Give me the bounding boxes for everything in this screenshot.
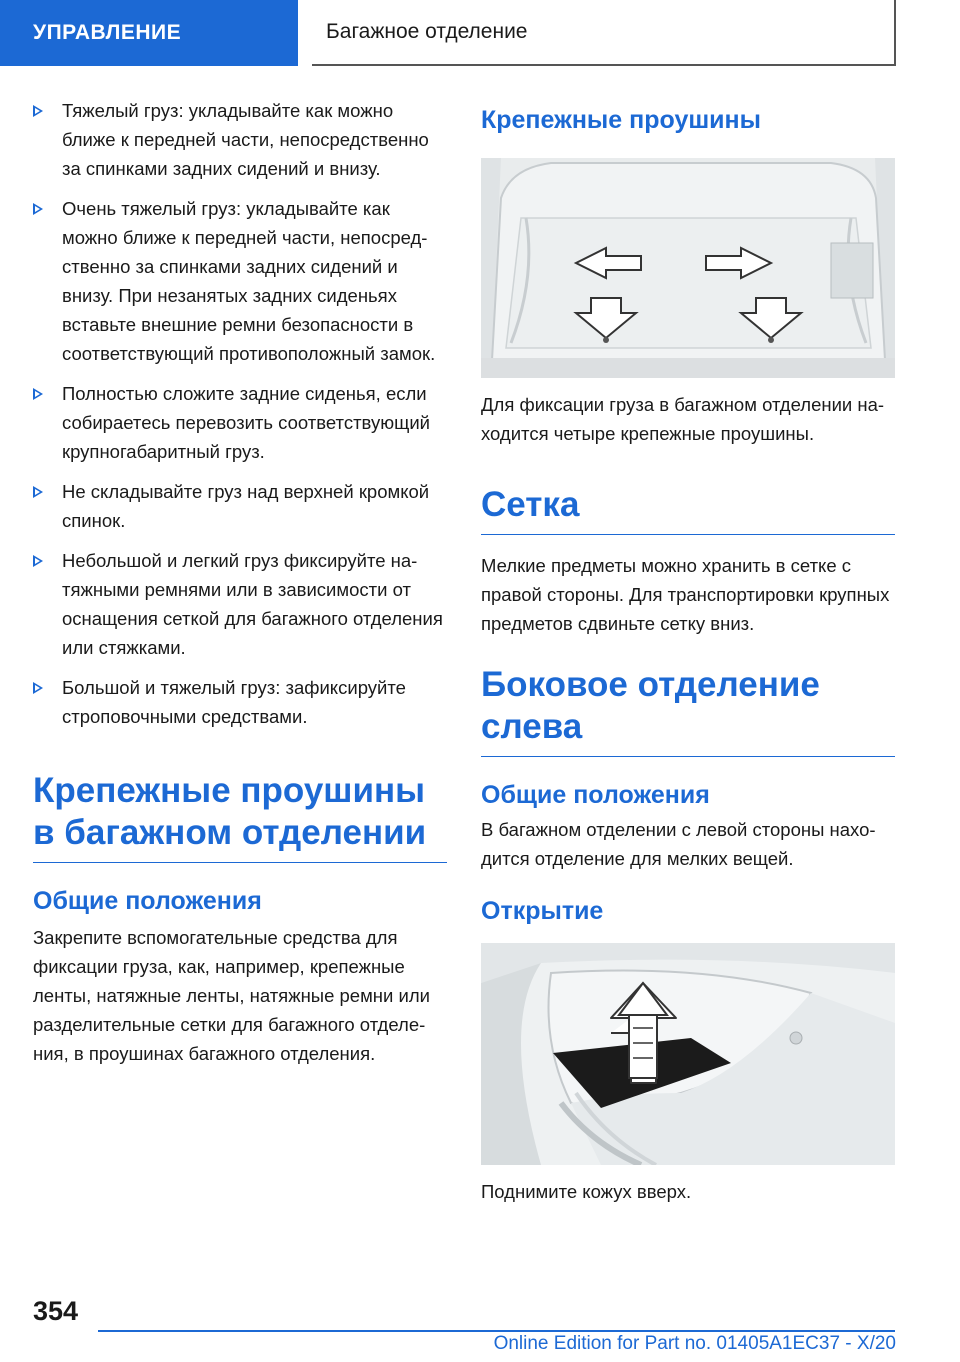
list-item: Очень тяжелый груз: укладывайте как можно ближе к передней части, непосредственно за спинками задних сидений и внизу. При незанятых задних сиденьях вставьте внешние ремни безопасности в соответствующий противоположный замок.: [33, 194, 447, 368]
subheading-general: Общие положения: [33, 887, 262, 915]
heading-tie-down-eyes: Крепежные проушины: [481, 106, 762, 134]
list-item: Большой и тяжелый груз: зафиксируйте строповочными средствами.: [33, 673, 447, 731]
list-item: Небольшой и легкий груз фиксируйте натяжными ремнями или в зависимости от оснащения сеткой для багажного отделения или стяжками.: [33, 546, 447, 662]
right-column: [481, 96, 895, 1206]
open-caption: Поднимите кожух вверх.: [481, 1181, 692, 1202]
section-heading-eyes-in-trunk: Крепежные проушины в багажном отделении: [33, 770, 447, 863]
footer-divider: [98, 1330, 895, 1332]
subheading-opening: Открытие: [481, 897, 604, 925]
left-column: [33, 96, 447, 1068]
compartment-cover-diagram: [481, 943, 895, 1165]
page-number: 354: [33, 1296, 79, 1326]
trunk-eyes-illustration: [481, 158, 895, 378]
general-paragraph: Закрепите вспомогательные средства для фиксации груза, как, например, крепежные ленты, натяжные ленты, натяжные ремни или разделительные сетки для багажного отделения, в проушинах багажного отделения.: [33, 927, 430, 1064]
footer-edition-text: Online Edition for Part no. 01405A1EC37 - X/20: [493, 1333, 896, 1354]
list-item: Полностью сложите задние сиденья, если собираетесь перевозить соответствующий крупногабаритный груз.: [33, 379, 447, 466]
loading-tips-list: [33, 96, 447, 731]
compartment-paragraph: В багажном отделении с левой стороны находится отделение для мелких вещей.: [481, 819, 876, 869]
list-item: Тяжелый груз: укладывайте как можно ближе к передней части, непосредственно за спинками задних сидений и внизу.: [33, 96, 447, 183]
section-tab: УПРАВЛЕНИЕ: [0, 0, 298, 66]
triangle-bullet-icon: [33, 682, 43, 694]
left-compartment-illustration: [481, 943, 895, 1165]
section-heading-left-compartment: Боковое отделение слева: [481, 664, 895, 757]
triangle-bullet-icon: [33, 486, 43, 498]
triangle-bullet-icon: [33, 105, 43, 117]
trunk-floor-diagram: [481, 158, 895, 378]
net-paragraph: Мелкие предметы можно хранить в сетке с правой стороны. Для транспортировки крупных предметов сдвиньте сетку вниз.: [481, 555, 890, 634]
triangle-bullet-icon: [33, 388, 43, 400]
list-item: Не складывайте груз над верхней кромкой спинок.: [33, 477, 447, 535]
triangle-bullet-icon: [33, 555, 43, 567]
chapter-title: Багажное отделение: [312, 0, 896, 66]
subheading-general-right: Общие положения: [481, 781, 710, 809]
eyes-caption: Для фиксации груза в багажном отделении находится четыре крепежные проушины.: [481, 394, 885, 444]
triangle-bullet-icon: [33, 203, 43, 215]
section-heading-net: Сетка: [481, 484, 895, 535]
